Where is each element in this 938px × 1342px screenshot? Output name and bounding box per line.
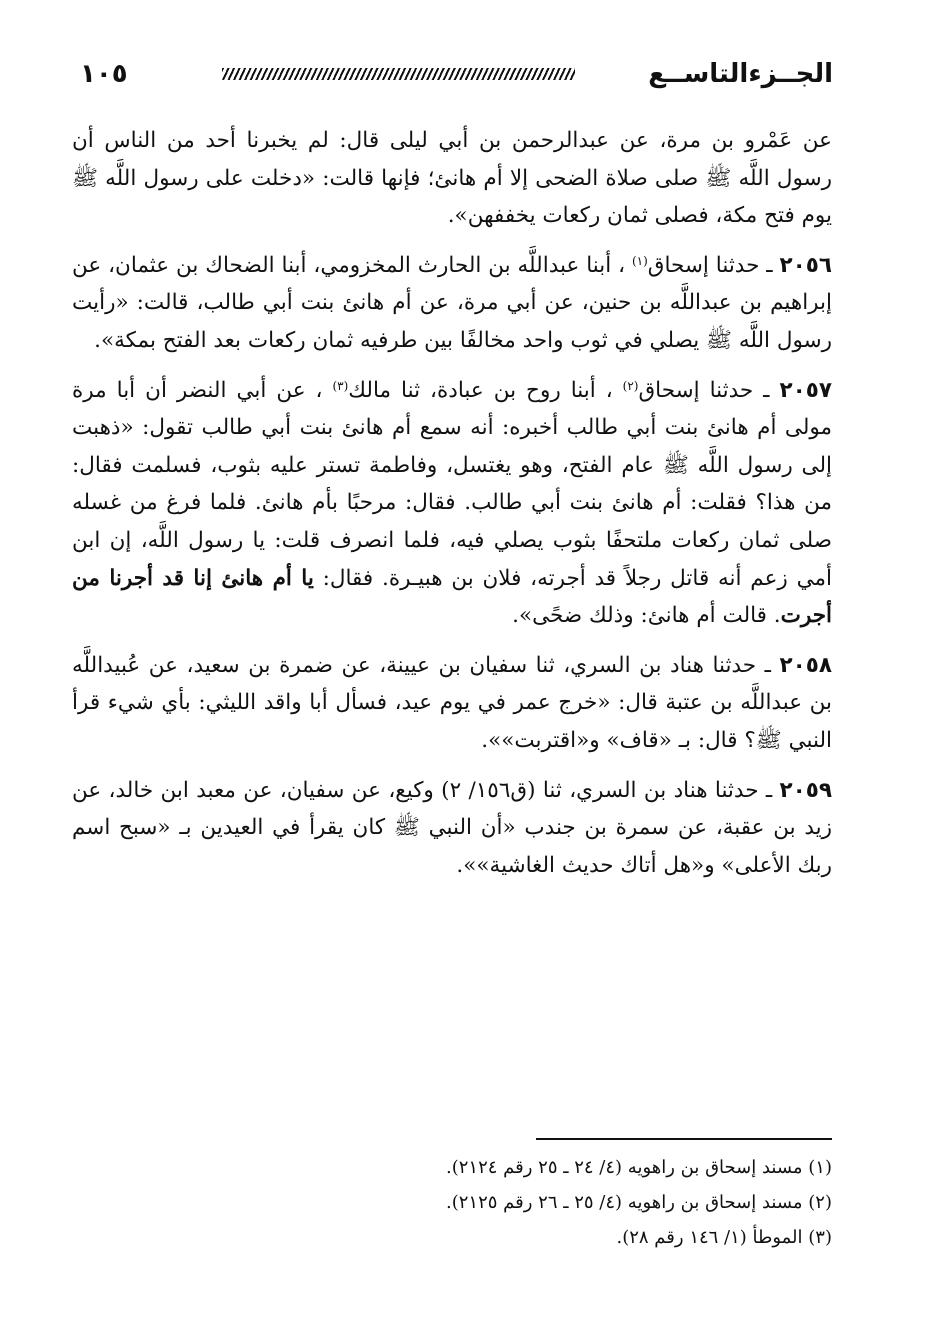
- footnote-item: (٣) الموطأ (١/ ١٤٦ رقم ٢٨).: [616, 1227, 832, 1248]
- hadith-number: ٢٠٥٧: [779, 377, 832, 403]
- page-header: [70, 56, 833, 92]
- hadith-2059: [72, 772, 832, 885]
- hadith-number: ٢٠٥٩: [779, 777, 832, 803]
- paragraph-text: ، عن أبي النضر أن أبا مرة مولى أم هانئ بنت أبي طالب أخبره: أنه سمع أم هانئ بنت أبي طالب تقول: «ذهبت إلى رسول اللَّه ﷺ عام الفتح، وهو يغتسل، وفاطمة تستر عليه بثوب، فسلمت فقال: من هذا؟ فقلت: أم هانئ بنت أبي طالب. فقال: مرحبًا بأم هانئ. فلما فرغ من غسله صلى ثمان ركعات ملتحفًا بثوب يصلي فيه، فلما انصرف قلت: يا رسول اللَّه، إن ابن أمي زعم أنه قاتل رجلاً قد أجرته، فلان بن هبيـرة. فقال:: [72, 377, 833, 591]
- paragraph-continuation: [72, 122, 832, 235]
- hadith-2057: [72, 372, 832, 635]
- footnote-ref[interactable]: (٢): [622, 378, 639, 393]
- hadith-2058: [72, 647, 832, 760]
- paragraph-text: ـ حدثنا إسحاق: [638, 377, 780, 403]
- footnote-item: (١) مسند إسحاق بن راهويه (٤/ ٢٤ ـ ٢٥ رقم ٢١٢٤).: [446, 1157, 832, 1178]
- footnote-ref[interactable]: (٣): [332, 378, 349, 393]
- paragraph-text: ـ حدثنا هناد بن السري، ثنا سفيان بن عيينة، عن ضمرة بن سعيد، عن عُبيداللَّه بن عبداللَّه بن عتبة قال: «خرج عمر في يوم عيد، فسأل أبا واقد الليثي: بأي شيء قرأ النبي ﷺ؟ قال: بـ «قاف» و«اقتربت»».: [72, 652, 832, 753]
- page-number: ١٠٥: [80, 59, 128, 89]
- paragraph-text: عن عَمْرو بن مرة، عن عبدالرحمن بن أبي ليلى قال: لم يخبرنا أحد من الناس أن رسول اللَّه ﷺ صلى صلاة الضحى إلا أم هانئ؛ فإنها قالت: «دخلت على رسول اللَّه ﷺ يوم فتح مكة، فصلى ثمان ركعات يخففهن».: [72, 128, 832, 229]
- header-hatched-rule: [222, 68, 575, 80]
- paragraph-text: ـ حدثنا هناد بن السري، ثنا (ق١٥٦/ ٢) وكيع، عن سفيان، عن معبد ابن خالد، عن زيد بن عقبة، عن سمرة بن جندب «أن النبي ﷺ كان يقرأ في العيدين بـ «سبح اسم ربك الأعلى» و«هل أتاك حديث الغاشية»».: [72, 777, 832, 878]
- main-text: [72, 122, 832, 896]
- hadith-2056: [72, 247, 832, 360]
- paragraph-text: ـ حدثنا إسحاق: [647, 252, 780, 278]
- paragraph-text: ، أبنا عبداللَّه بن الحارث المخزومي، أبنا الضحاك بن عثمان، عن إبراهيم بن عبداللَّه بن حنين، عن أبي مرة، عن أم هانئ بنت أبي طالب، قالت: «رأيت رسول اللَّه ﷺ يصلي في ثوب واحد مخالفًا بين طرفيه ثمان ركعات بعد الفتح بمكة».: [72, 252, 832, 353]
- paragraph-text: . قالت أم هانئ: وذلك ضحًى».: [512, 603, 781, 629]
- hadith-number: ٢٠٥٦: [779, 252, 832, 278]
- footnotes: [72, 1150, 832, 1255]
- bold-quote: يا أم هانئ إنا قد أجرنا من أجرت: [72, 565, 832, 629]
- hadith-number: ٢٠٥٨: [779, 652, 832, 678]
- footnote-ref[interactable]: (١): [631, 253, 648, 268]
- running-title: الجــزءالتاســع: [648, 59, 833, 89]
- footnote-item: (٢) مسند إسحاق بن راهويه (٤/ ٢٥ ـ ٢٦ رقم ٢١٢٥).: [446, 1192, 832, 1213]
- paragraph-text: ، أبنا روح بن عبادة، ثنا مالك: [348, 377, 623, 403]
- footnote-separator: [536, 1138, 832, 1140]
